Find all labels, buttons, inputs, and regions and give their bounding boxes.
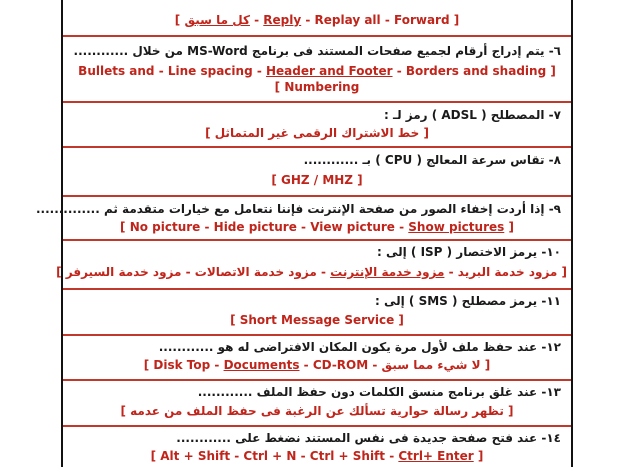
separator xyxy=(63,239,571,241)
question-14: ١٤- عند فتح صفحة جديدة فى نفس المستند نضغط على ............ xyxy=(176,431,561,445)
question-7: ٧- المصطلح ( ADSL ) رمز لـ : xyxy=(383,108,561,122)
answer-6-line1: Bullets and - Line spacing - Header and Footer - Borders and shading ] xyxy=(78,64,556,78)
answer-12: [ لا شيء مما سبق - Disk Top - Documents - CD-ROM ] xyxy=(143,358,491,372)
answer-13: [ تظهر رسالة حوارية تسألك عن الرغبة فى حفظ الملف من عدمه ] xyxy=(120,404,514,418)
worksheet xyxy=(35,0,573,467)
answer-10: [ مزود خدمة البريد - مزود خدمة الإنترنت - مزود خدمة الاتصالات - مزود خدمة السيرفر ] xyxy=(56,265,567,279)
question-8: ٨- تقاس سرعة المعالج ( CPU ) بـ ............ xyxy=(303,153,561,167)
question-9: ٩- إذا أردت إخفاء الصور من صفحة الإنترنت فإننا نتعامل مع خيارات متقدمة ثم .............. xyxy=(35,202,561,216)
separator xyxy=(63,334,571,336)
separator xyxy=(63,101,571,103)
answer-7: [ خط الاشتراك الرقمى غير المتماثل ] xyxy=(205,126,429,140)
separator xyxy=(63,425,571,427)
separator xyxy=(63,288,571,290)
answer-6-line2: [ Numbering xyxy=(274,80,360,94)
question-12: ١٢- عند حفظ ملف لأول مرة يكون المكان الافتراضى له هو ............ xyxy=(158,340,561,354)
question-11: ١١- يرمز مصطلح ( SMS ) إلى : xyxy=(375,294,561,308)
answer-5: [ كل ما سبق - Reply - Replay all - Forward ] xyxy=(174,13,460,27)
separator xyxy=(63,35,571,37)
separator xyxy=(63,379,571,381)
answer-14: [ Alt + Shift - Ctrl + N - Ctrl + Shift - Ctrl+ Enter ] xyxy=(150,449,484,463)
question-10: ١٠- يرمز الاختصار ( ISP ) إلى : xyxy=(376,245,561,259)
answer-11: [ Short Message Service ] xyxy=(230,313,404,327)
separator xyxy=(63,195,571,197)
answer-8: [ GHZ / MHZ ] xyxy=(271,173,363,187)
answer-9: [ No picture - Hide picture - View picture - Show pictures ] xyxy=(120,220,514,234)
question-13: ١٣- عند غلق برنامج منسق الكلمات دون حفظ الملف ............ xyxy=(197,385,561,399)
separator xyxy=(63,146,571,148)
question-6: ٦- يتم إدراج أرقام لجميع صفحات المستند فى برنامج MS-Word من خلال ............ xyxy=(73,44,561,58)
